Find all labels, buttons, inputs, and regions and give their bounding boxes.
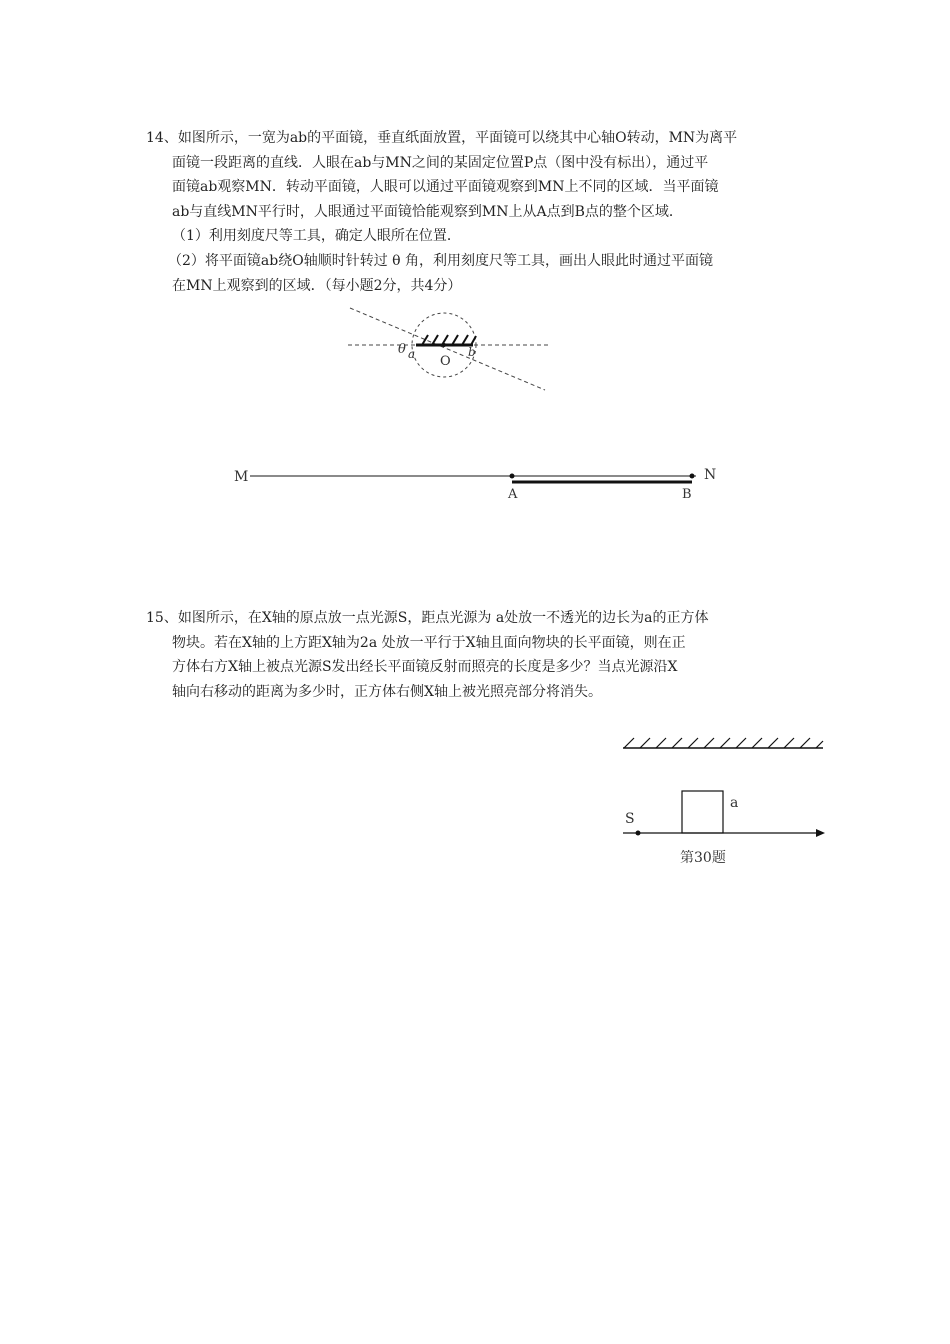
q14-label-a: a bbox=[408, 347, 416, 361]
q15-line-4: 轴向右移动的距离为多少时，正方体右侧X轴上被光照亮部分将消失。 bbox=[172, 683, 602, 700]
q14-label-M: M bbox=[234, 469, 249, 485]
q15-line-2: 物块。若在X轴的上方距X轴为2a 处放一平行于X轴且面向物块的长平面镜，则在正 bbox=[172, 634, 686, 651]
q14-subquestion-2-cont: 在MN上观察到的区域．（每小题2分，共4分） bbox=[172, 277, 462, 294]
q14-line-2: 面镜一段距离的直线．人眼在ab与MN之间的某固定位置P点（图中没有标出），通过平 bbox=[172, 154, 709, 171]
q15-line-3: 方体右方X轴上被点光源S发出经长平面镜反射而照亮的长度是多少？当点光源沿X bbox=[172, 659, 678, 676]
q14-point-a bbox=[510, 474, 515, 479]
q15-cube bbox=[682, 791, 723, 833]
q15-mirror-hatch bbox=[624, 738, 823, 748]
q14-label-B: B bbox=[682, 487, 692, 502]
q14-dashed-rotated bbox=[350, 308, 545, 390]
q14-label-O: O bbox=[440, 354, 451, 369]
q14-line-3: 面镜ab观察MN．转动平面镜，人眼可以通过平面镜观察到MN上不同的区域．当平面镜 bbox=[172, 179, 719, 196]
q14-line-4: ab与直线MN平行时，人眼通过平面镜恰能观察到MN上从A点到B点的整个区域． bbox=[172, 203, 683, 220]
q14-line-1: 14、如图所示，一宽为ab的平面镜，垂直纸面放置，平面镜可以绕其中心轴O转动，MN为离平 bbox=[146, 130, 738, 146]
q14-label-A: A bbox=[508, 487, 518, 502]
q14-subquestion-1: （1）利用刻度尺等工具，确定人眼所在位置． bbox=[172, 228, 461, 245]
question-15 bbox=[146, 606, 816, 704]
q15-light-source bbox=[636, 831, 641, 836]
q15-line-1: 15、如图所示，在X轴的原点放一点光源S，距点光源为 a处放一不透光的边长为a的正方体 bbox=[146, 610, 709, 626]
q14-label-b: b bbox=[468, 345, 476, 359]
q14-subquestion-2: （2）将平面镜ab绕O轴顺时针转过 θ 角，利用刻度尺等工具，画出人眼此时通过平面镜 bbox=[168, 252, 714, 269]
q14-point-b bbox=[690, 474, 695, 479]
q15-figure bbox=[618, 730, 833, 870]
q15-label-a: a bbox=[730, 795, 739, 811]
q15-label-S: S bbox=[625, 811, 635, 827]
q15-x-axis-arrow bbox=[816, 829, 825, 837]
q15-caption: 第30题 bbox=[680, 850, 726, 866]
question-14 bbox=[146, 126, 816, 298]
q14-line-mn-figure bbox=[232, 462, 722, 502]
q14-label-theta: θ bbox=[398, 342, 406, 357]
q14-mirror-figure bbox=[340, 300, 560, 400]
q14-label-N: N bbox=[704, 467, 717, 483]
q14-center-point bbox=[442, 343, 446, 347]
